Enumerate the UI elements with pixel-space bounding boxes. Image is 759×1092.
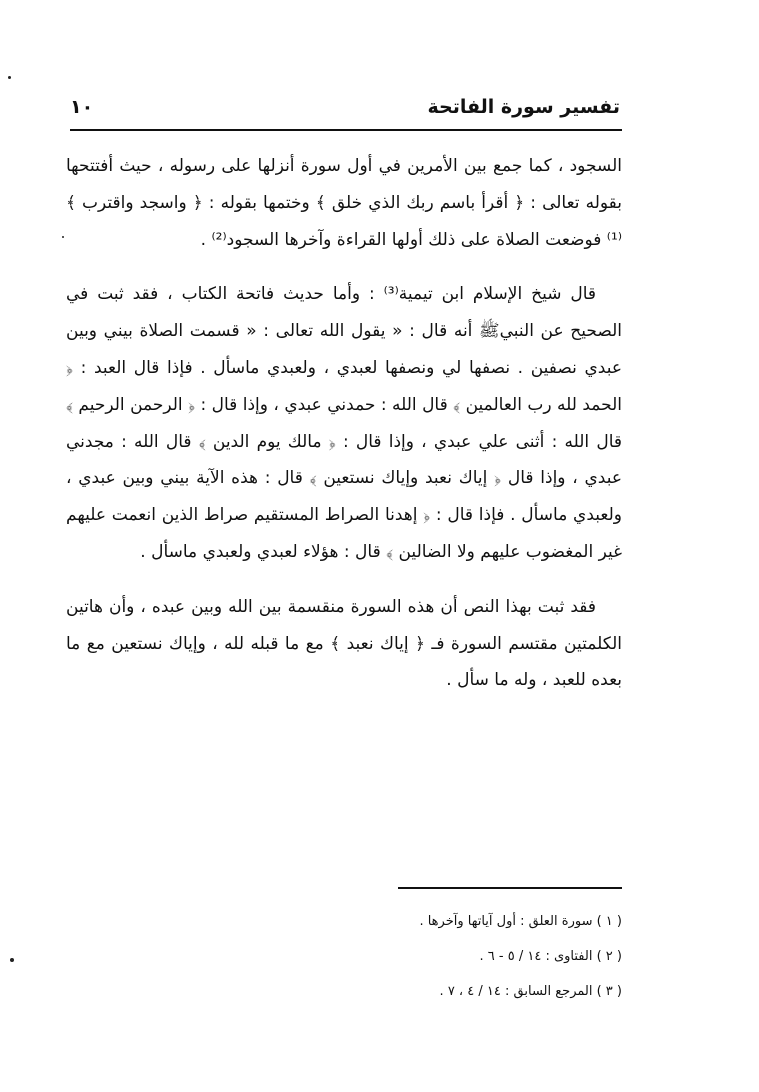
- footnote-3: ( ٣ ) المرجع السابق : ١٤ / ٤ ، ٧ .: [439, 984, 622, 999]
- running-header-title: تفسير سورة الفاتحة: [427, 96, 620, 118]
- main-text: [66, 148, 622, 699]
- scan-speck: [10, 958, 14, 962]
- page-number: ١٠: [70, 96, 94, 118]
- footnote-2: ( ٢ ) الفتاوى : ١٤ / ٥ - ٦ .: [479, 949, 622, 964]
- paragraph-3: فقد ثبت بهذا النص أن هذه السورة منقسمة بين الله وبين عبده ، وأن هاتين الكلمتين مقتسم السورة فـ ﴿ إياك نعبد ﴾ مع ما قبله لله ، وإياك نستعين مع ما بعده للعبد ، وله ما سأل .: [66, 596, 622, 691]
- footnote-1: ( ١ ) سورة العلق : أول آياتها وآخرها .: [419, 914, 622, 929]
- scan-speck: [62, 236, 64, 238]
- running-header: [70, 96, 620, 130]
- footnote-rule: [398, 887, 622, 889]
- paragraph-2: قال شيخ الإسلام ابن تيمية⁽³⁾ : وأما حديث فاتحة الكتاب ، فقد ثبت في الصحيح عن النبيﷺ أنه قال : « يقول الله تعالى : « قسمت الصلاة بيني وبين عبدي نصفين . نصفها لي ونصفها لعبدي ، ولعبدي ماسأل . فإذا قال العبد : ﴿ الحمد لله رب العالمين ﴾ قال الله : حمدني عبدي ، وإذا قال : ﴿ الرحمن الرحيم ﴾ قال الله : أثنى علي عبدي ، وإذا قال : ﴿ مالك يوم الدين ﴾ قال الله : مجدني عبدي ، وإذا قال ﴿ إياك نعبد وإياك نستعين ﴾ قال : هذه الآية بيني وبين عبدي ، ولعبدي ماسأل . فإذا قال : ﴿ إهدنا الصراط المستقيم صراط الذين انعمت عليهم غير المغضوب عليهم ولا الضالين ﴾ قال : هؤلاء لعبدي ولعبدي ماسأل .: [66, 284, 622, 562]
- header-rule: [70, 129, 622, 131]
- footnotes: [300, 904, 622, 1009]
- paragraph-1: السجود ، كما جمع بين الأمرين في أول سورة أنزلها على رسوله ، حيث أفتتحها بقوله تعالى : ﴿ أقرأ باسم ربك الذي خلق ﴾ وختمها بقوله : ﴿ واسجد واقترب ﴾⁽¹⁾ فوضعت الصلاة على ذلك أولها القراءة وآخرها السجود⁽²⁾ .: [66, 156, 622, 250]
- scan-speck: [8, 76, 11, 79]
